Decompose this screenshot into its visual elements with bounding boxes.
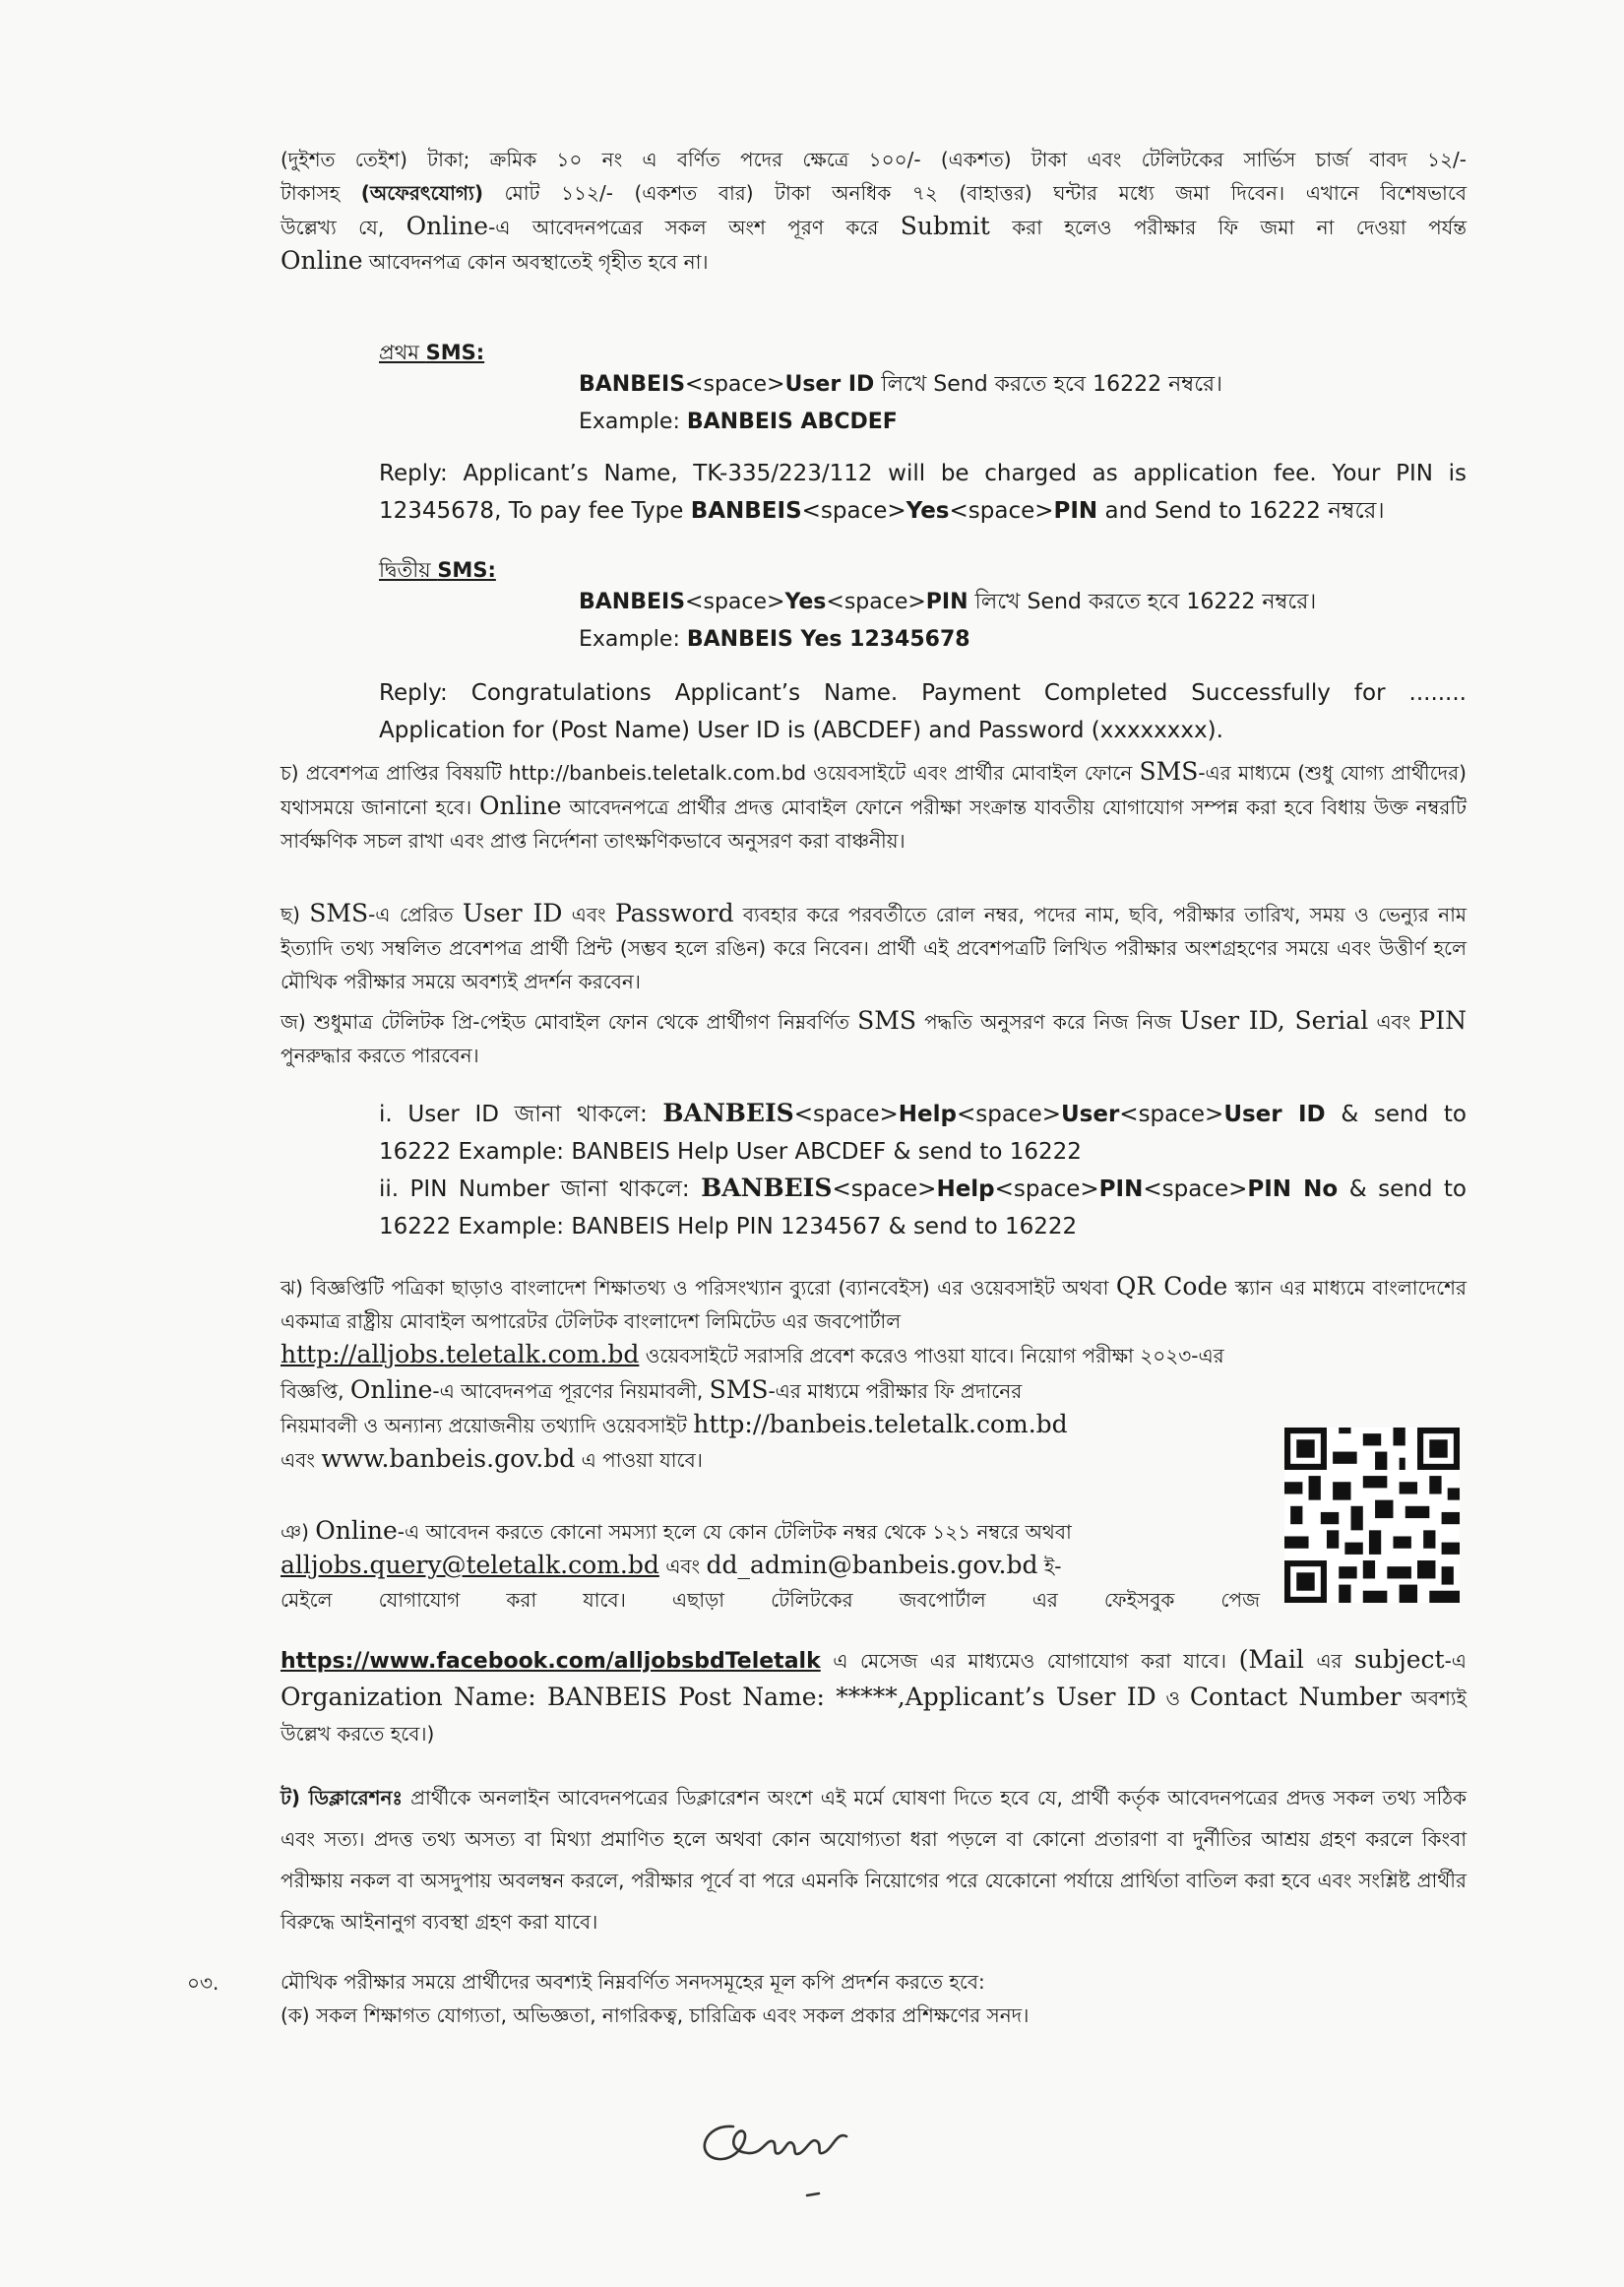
yes-keyword: Yes <box>906 498 950 524</box>
item-number: ০৩. <box>187 1971 219 1995</box>
intro-line-2 <box>281 176 1467 210</box>
contact-number-word: Contact Number <box>1189 1683 1402 1711</box>
online-word: Online <box>281 246 363 275</box>
alljobs-link[interactable]: http://alljobs.teletalk.com.bd <box>281 1340 640 1368</box>
sms2-command-tail: লিখে Send করতে হবে 16222 নম্বরে। <box>968 590 1317 614</box>
online-word: Online <box>349 1375 433 1404</box>
space-token: <space> <box>793 1102 899 1127</box>
para-admit-card <box>281 755 1467 858</box>
intro-text: আবেদনপত্র কোন অবস্থাতেই গৃহীত হবে না। <box>362 250 709 274</box>
sms2-heading-text: দ্বিতীয় <box>379 558 438 582</box>
para-text: অবশ্যই উল্লেখ করতে হবে।) <box>281 1686 1467 1746</box>
para-text: চ) প্রবেশপত্র প্রাপ্তির বিষয়টি http://banbeis.teletalk.com.bd ওয়েবসাইটে এবং প্রার্থীর মোবাইল ফোনে <box>281 761 1140 785</box>
para-text: নিয়মাবলী ও অন্যান্য প্রয়োজনীয় তথ্যাদি ওয়েবসাইট <box>281 1414 694 1437</box>
space-token: <space> <box>994 1176 1099 1202</box>
space-token: <space> <box>801 498 906 524</box>
para-text: বিজ্ঞপ্তি, <box>281 1379 350 1403</box>
para-text: এবং <box>658 1555 707 1578</box>
para-text: ও <box>1156 1686 1190 1710</box>
pin-keyword: PIN <box>1053 498 1098 524</box>
para-recovery-intro <box>281 1004 1467 1072</box>
intro-text: -এ আবেদনপত্রের সকল অংশ পূরণ করে <box>488 216 901 239</box>
space-token: <space> <box>826 590 926 614</box>
intro-line-3 <box>281 210 1467 244</box>
space-token: <space> <box>949 498 1054 524</box>
para-text: -এ আবেদন করতে কোনো সমস্যা হলে যে কোন টেলিটক নম্বর থেকে ১২১ নম্বরে অথবা <box>397 1520 1072 1544</box>
para-text: ছ) <box>281 903 310 926</box>
para-text: -এ প্রেরিত <box>368 903 463 926</box>
sms2-reply: Reply: Congratulations Applicant’s Name. Payment Completed Successfully for ........ Application for (Post Name) User ID is (ABCDEF) and Password (xxxxxxxx). <box>379 680 1467 743</box>
banbeis-keyword: BANBEIS <box>579 372 686 397</box>
sms2-heading-sms: SMS: <box>437 558 496 582</box>
sms2-heading <box>379 554 496 589</box>
sms1-reply <box>379 455 1467 530</box>
userid-keyword: User ID <box>784 372 875 397</box>
para-text: ব্যবহার করে পরবর্তীতে রোল নম্বর, পদের নাম, ছবি, পরীক্ষার তারিখ, সময় ও ভেন্যুর নাম ইত্যাদি তথ্য সম্বলিত প্রবেশপত্র প্রার্থী প্রিন্ট (সম্ভব হলে রঙিন) করে নিবেন। প্রার্থী এই প্রবেশপত্রটি লিখিত পরীক্ষার অংশগ্রহণের সময়ে এবং উত্তীর্ণ হলে মৌখিক পরীক্ষার সময়ে অবশ্যই প্রদর্শন করবেন। <box>281 903 1468 993</box>
para-text: স্ক্যান এর মাধ্যমে বাংলাদেশের একমাত্র রাষ্ট্রীয় মোবাইল অপারেটর টেলিটক বাংলাদেশ লিমিটেড এর জবপোর্টাল <box>281 1276 1467 1333</box>
item-03 <box>281 1965 1467 2032</box>
para-text: এ পাওয়া যাবে। <box>575 1448 703 1472</box>
sms-word: SMS <box>709 1375 769 1404</box>
para-text: এবং <box>1368 1010 1419 1034</box>
sms-word: SMS <box>857 1006 916 1035</box>
sms2-command <box>579 584 1316 621</box>
sms1-command-tail: লিখে Send করতে হবে 16222 নম্বরে। <box>874 372 1223 397</box>
space-token: <space> <box>685 590 785 614</box>
para-text: পুনরুদ্ধার করতে পারবেন। <box>281 1044 479 1067</box>
space-token: <space> <box>1143 1176 1248 1202</box>
recovery-item-userid <box>379 1095 1467 1171</box>
intro-line-4 <box>281 244 1467 279</box>
qr-code-word: QR Code <box>1115 1272 1228 1301</box>
recovery-text: ii. PIN Number জানা থাকলে: <box>379 1176 702 1202</box>
intro-text: মোট ১১২/- (একশত বার) টাকা অনধিক ৭২ (বাহাত্তর) ঘন্টার মধ্যে জমা দিবেন। এখানে বিশেষভাবে <box>482 181 1467 205</box>
para-text: এর <box>1303 1649 1355 1673</box>
space-token: <space> <box>1119 1102 1224 1127</box>
userid-keyword: User ID <box>1223 1102 1326 1127</box>
example-value: BANBEIS Yes 12345678 <box>686 627 970 652</box>
para-userid-password <box>281 897 1467 998</box>
para-text: এবং <box>281 1448 322 1472</box>
banbeis-keyword: BANBEIS <box>690 498 802 524</box>
sms1-command <box>579 366 1222 404</box>
banbeis-keyword: BANBEIS <box>701 1174 833 1202</box>
para-text: -এ <box>1444 1649 1468 1673</box>
intro-text: করা হলেও পরীক্ষার ফি জমা না দেওয়া পর্যন্ত <box>989 216 1467 239</box>
non-refundable-label: (অফেরৎযোগ্য) <box>360 181 483 205</box>
space-token: <space> <box>832 1176 937 1202</box>
sms2-example <box>579 621 970 659</box>
para-text: জ) শুধুমাত্র টেলিটক প্রি-পেইড মোবাইল ফোন থেকে প্রার্থীগণ নিম্নবর্ণিত <box>281 1010 858 1034</box>
para-text: -এ আবেদনপত্র পূরণের নিয়মাবলী, <box>432 1379 710 1403</box>
intro-text: উল্লেখ্য যে, <box>281 216 406 239</box>
online-word: Online <box>315 1516 398 1545</box>
recovery-item-pin <box>379 1170 1467 1245</box>
para-text: , <box>1277 1006 1295 1035</box>
yes-keyword: Yes <box>784 590 827 614</box>
space-token: <space> <box>685 372 785 397</box>
para-text: -এর মাধ্যমে পরীক্ষার ফি প্রদানের <box>768 1379 1023 1403</box>
reply-text: Reply: Applicant’s Name, TK-335/223/112 will be charged as application fee. Your PIN is 12345678, To pay fee Type <box>379 461 1467 524</box>
example-label: Example: <box>579 410 687 434</box>
userid-word: User ID <box>1179 1006 1278 1035</box>
qr-code-image <box>1284 1428 1460 1603</box>
pin-word: PIN <box>1418 1006 1467 1035</box>
banbeis-gov-link[interactable]: www.banbeis.gov.bd <box>321 1444 576 1473</box>
sms1-example <box>579 404 898 441</box>
pin-keyword: PIN <box>1098 1176 1144 1202</box>
online-word: Online <box>406 212 489 240</box>
example-value: BANBEIS ABCDEF <box>686 410 898 434</box>
intro-text: টাকাসহ <box>281 181 361 205</box>
signature-image <box>689 2102 866 2210</box>
para-text: ঝ) বিজ্ঞপ্তিটি পত্রিকা ছাড়াও বাংলাদেশ শিক্ষাতথ্য ও পরিসংখ্যান ব্যুরো (ব্যানবেইস) এর ওয়েবসাইট অথবা <box>281 1276 1116 1300</box>
recovery-text: & send to 16222 Example: BANBEIS Help User ABCDEF & send to 16222 <box>379 1102 1467 1165</box>
sms1-heading-sms: SMS: <box>425 341 485 364</box>
recovery-text: & send to 16222 Example: BANBEIS Help PIN 1234567 & send to 16222 <box>379 1176 1467 1239</box>
para-text: পদ্ধতি অনুসরণ করে নিজ নিজ <box>915 1010 1180 1034</box>
para-contact <box>281 1514 1260 1617</box>
sms1-heading-text: প্রথম <box>379 341 426 364</box>
alljobs-query-email[interactable]: alljobs.query@teletalk.com.bd <box>281 1551 659 1579</box>
item-03-line-1: মৌখিক পরীক্ষার সময়ে প্রার্থীদের অবশ্যই নিম্নবর্ণিত সনদসমূহের মূল কপি প্রদর্শন করতে হবে: <box>281 1970 985 1994</box>
banbeis-teletalk-link[interactable]: http://banbeis.teletalk.com.bd <box>693 1410 1068 1438</box>
banbeis-keyword: BANBEIS <box>662 1099 794 1127</box>
para-text: ই- <box>1037 1555 1062 1578</box>
para-text: এবং <box>562 903 615 926</box>
space-token: <space> <box>956 1102 1061 1127</box>
item-03-line-2: (ক) সকল শিক্ষাগত যোগ্যতা, অভিজ্ঞতা, নাগরিকত্ব, চারিত্রিক এবং সকল প্রকার প্রশিক্ষণের সনদ। <box>281 2003 1030 2027</box>
para-contact-cont <box>281 1642 1467 1751</box>
intro-paragraph <box>281 143 1467 279</box>
declaration-label: ট) ডিক্লারেশনঃ <box>281 1786 404 1810</box>
pin-no-keyword: PIN No <box>1247 1176 1339 1202</box>
online-word: Online <box>479 792 562 820</box>
serial-word: Serial <box>1294 1006 1369 1035</box>
sms1-heading <box>379 337 484 371</box>
para-text: আবেদনপত্রে প্রার্থীর প্রদত্ত মোবাইল ফোনে পরীক্ষা সংক্রান্ত যাবতীয় যোগাযোগ সম্পন্ন করা হবে বিধায় উক্ত নম্বরটি সার্বক্ষণিক সচল রাখা এবং প্রাপ্ত নির্দেশনা তাৎক্ষণিকভাবে অনুসরণ করা বাঞ্চনীয়। <box>281 795 1467 853</box>
para-text: মেইলে যোগাযোগ করা যাবে। এছাড়া টেলিটকের জবপোর্টাল এর ফেইসবুক পেজ <box>281 1588 1260 1612</box>
help-keyword: Help <box>898 1102 957 1127</box>
submit-word: Submit <box>900 212 990 240</box>
para-text: এ মেসেজ এর মাধ্যমেও যোগাযোগ করা যাবে। <box>820 1649 1239 1673</box>
para-circular-info <box>281 1270 1467 1372</box>
sms-word: SMS <box>1139 757 1199 786</box>
help-keyword: Help <box>936 1176 995 1202</box>
pin-keyword: PIN <box>925 590 968 614</box>
para-circular-info-cont <box>281 1373 1260 1477</box>
intro-line-1: (দুইশত তেইশ) টাকা; ক্রমিক ১০ নং এ বর্ণিত পদের ক্ষেত্রে ১০০/- (একশত) টাকা এবং টেলিটকের সার্ভিস চার্জ বাবদ ১২/- <box>281 148 1467 171</box>
para-text: -এর মাধ্যমে (শুধু যোগ্য প্রার্থীদের) যথাসময়ে জানানো হবে। <box>281 761 1467 819</box>
example-label: Example: <box>579 627 687 652</box>
para-declaration <box>281 1777 1467 1942</box>
organization-name-text: Organization Name: BANBEIS Post Name: *****,Applicant’s User ID <box>281 1683 1156 1711</box>
para-text: ঞ) <box>281 1520 316 1544</box>
user-keyword: User <box>1060 1102 1120 1127</box>
para-text: ওয়েবসাইটে সরাসরি প্রবেশ করেও পাওয়া যাবে। নিয়োগ পরীক্ষা ২০২৩-এর <box>639 1344 1224 1367</box>
para-text: প্রার্থীকে অনলাইন আবেদনপত্রের ডিক্লারেশন অংশে এই মর্মে ঘোষণা দিতে হবে যে, প্রার্থী কর্তৃক আবেদনপত্রের প্রদত্ত সকল তথ্য সঠিক এবং সত্য। প্রদত্ত তথ্য অসত্য বা মিথ্যা প্রমাণিত হলে অথবা কোন অযোগ্যতা ধরা পড়লে বা কোনো প্রতারণা বা দুর্নীতির আশ্রয় গ্রহণ করলে কিংবা পরীক্ষায় নকল বা অসদুপায় অবলম্বন করলে, পরীক্ষার পূর্বে বা পরে এমনকি নিয়োগের পরে যেকোনো পর্যায়ে প্রার্থিতা বাতিল করা হবে এবং সংশ্লিষ্ট প্রার্থীর বিরুদ্ধে আইনানুগ ব্যবস্থা গ্রহণ করা যাবে। <box>281 1786 1468 1934</box>
banbeis-keyword: BANBEIS <box>579 590 686 614</box>
password-word: Password <box>614 899 734 927</box>
subject-word: subject <box>1354 1645 1445 1674</box>
userid-word: User ID <box>462 899 563 927</box>
mail-word: (Mail <box>1238 1645 1304 1674</box>
reply-text: and Send to 16222 নম্বরে। <box>1097 498 1385 524</box>
recovery-text: i. User ID জানা থাকলে: <box>379 1102 663 1127</box>
facebook-page-link[interactable]: https://www.facebook.com/alljobsbdTeletalk <box>281 1649 821 1674</box>
sms-word: SMS <box>309 899 369 927</box>
banbeis-admin-email[interactable]: dd_admin@banbeis.gov.bd <box>706 1551 1038 1579</box>
